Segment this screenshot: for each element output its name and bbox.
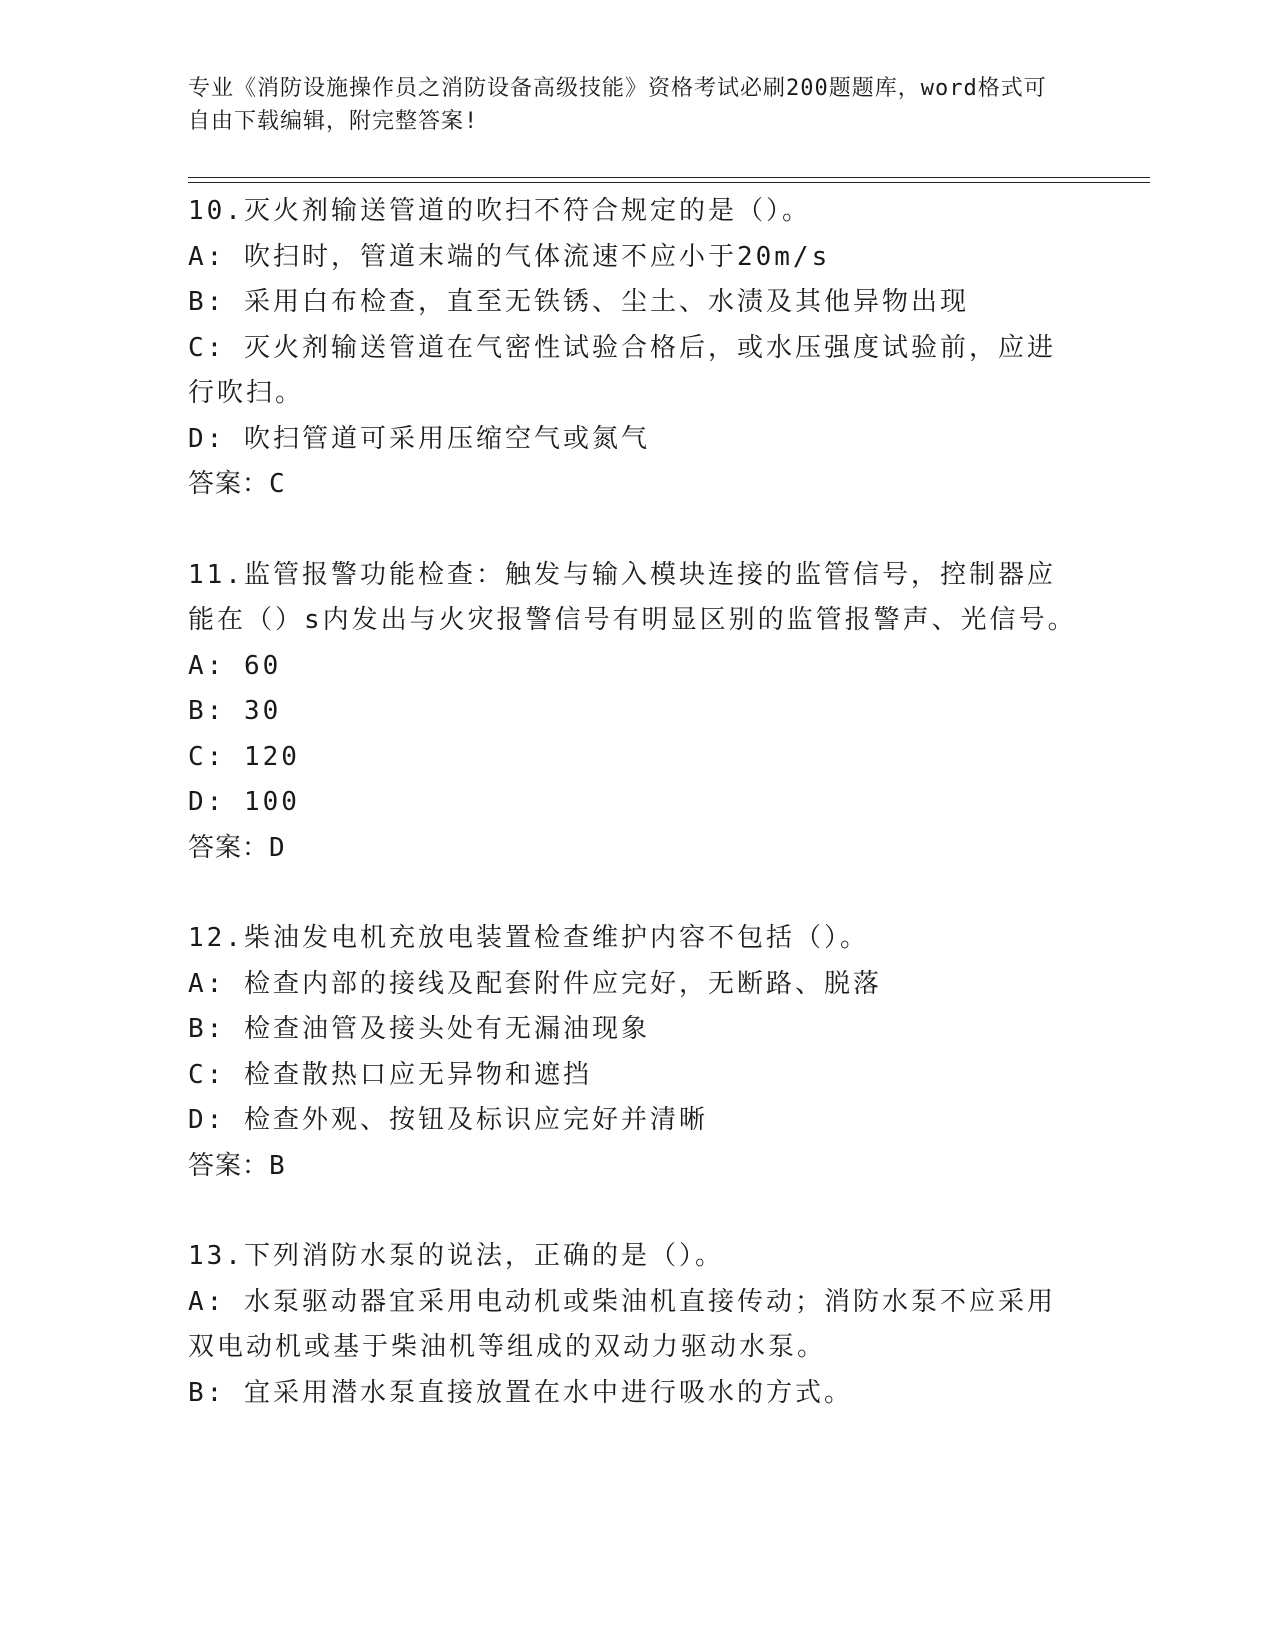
question-13 <box>188 1234 1078 1416</box>
option-d: D: 100 <box>188 787 300 817</box>
answer: 答案：D <box>188 832 286 863</box>
option-d: D: 吹扫管道可采用压缩空气或氮气 <box>188 423 650 454</box>
document-header: 专业《消防设施操作员之消防设备高级技能》资格考试必刷200题题库，word格式可自由下载编辑，附完整答案! <box>188 76 1047 134</box>
question-stem: 13.下列消防水泵的说法，正确的是（）。 <box>188 1241 724 1271</box>
option-a: A: 60 <box>188 650 282 681</box>
question-stem: 10.灭火剂输送管道的吹扫不符合规定的是（）。 <box>188 196 811 226</box>
option-c: C: 灭火剂输送管道在气密性试验合格后，或水压强度试验前，应进行吹扫。 <box>188 332 1056 408</box>
answer: 答案：B <box>188 1150 286 1181</box>
option-b: B: 宜采用潜水泵直接放置在水中进行吸水的方式。 <box>188 1377 853 1408</box>
option-c: C: 120 <box>188 741 300 772</box>
answer: 答案：C <box>188 469 286 499</box>
question-12 <box>188 916 1078 1189</box>
question-list <box>188 189 1078 1416</box>
option-b: B: 采用白布检查，直至无铁锈、尘土、水渍及其他异物出现 <box>188 287 969 317</box>
option-a: A: 检查内部的接线及配套附件应完好，无断路、脱落 <box>188 968 882 999</box>
option-a: A: 吹扫时，管道末端的气体流速不应小于20m/s <box>188 241 831 272</box>
header-divider-top <box>188 177 1150 178</box>
option-b: B: 30 <box>188 696 282 726</box>
question-stem: 11.监管报警功能检查：触发与输入模块连接的监管信号，控制器应能在（）s内发出与火灾报警信号有明显区别的监管报警声、光信号。 <box>188 559 1077 635</box>
option-d: D: 检查外观、按钮及标识应完好并清晰 <box>188 1105 708 1135</box>
header-divider-bottom <box>188 182 1150 183</box>
option-c: C: 检查散热口应无异物和遮挡 <box>188 1059 592 1090</box>
question-10 <box>188 189 1078 508</box>
question-11 <box>188 553 1078 872</box>
option-b: B: 检查油管及接头处有无漏油现象 <box>188 1014 650 1044</box>
option-a: A: 水泵驱动器宜采用电动机或柴油机直接传动；消防水泵不应采用双电动机或基于柴油机等组成的双动力驱动水泵。 <box>188 1286 1056 1362</box>
question-stem: 12.柴油发电机充放电装置检查维护内容不包括（）。 <box>188 923 869 953</box>
